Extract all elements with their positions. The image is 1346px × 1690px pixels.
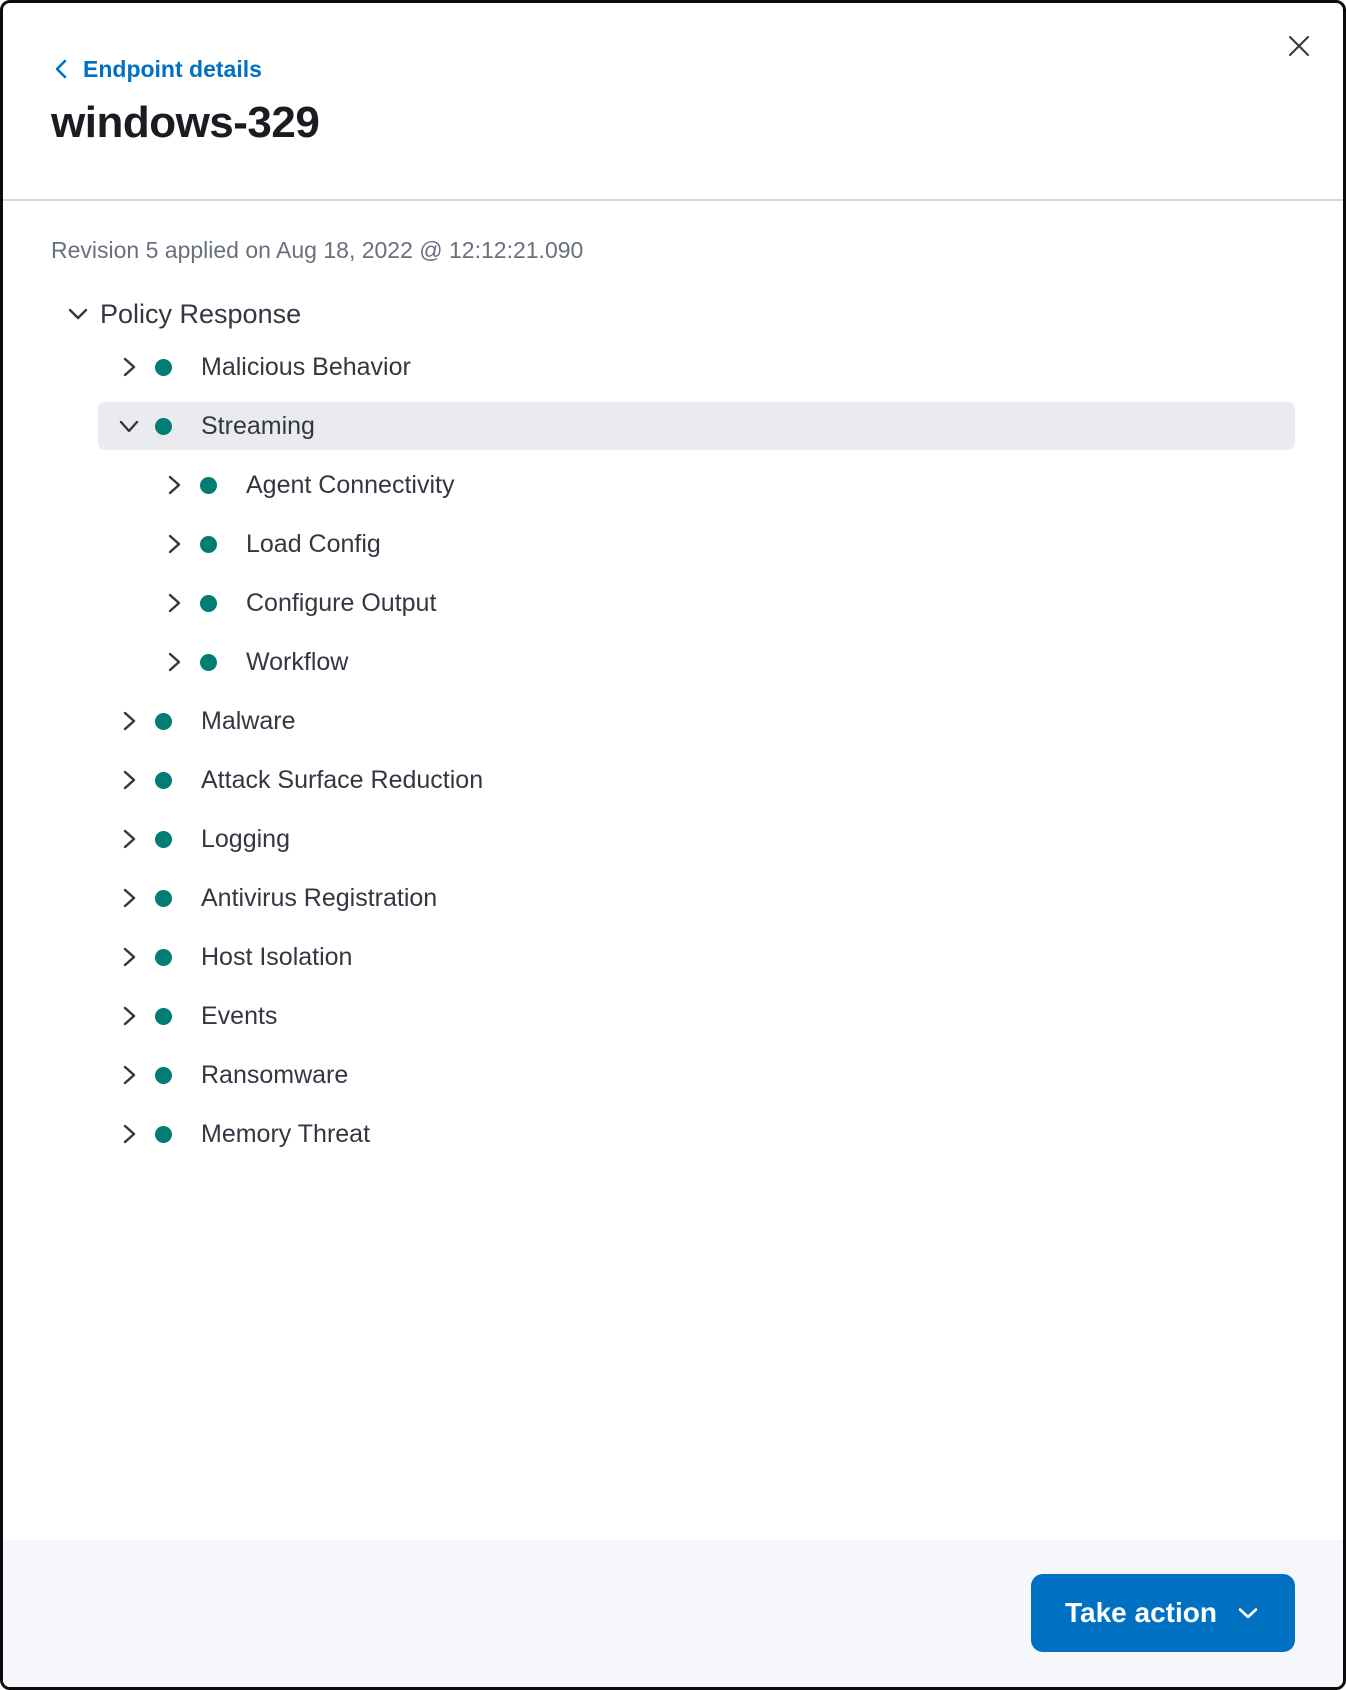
chevron-right-icon[interactable] bbox=[116, 1121, 142, 1147]
tree-row[interactable] bbox=[98, 756, 1295, 804]
tree-row-label: Malware bbox=[201, 707, 296, 735]
chevron-right-icon[interactable] bbox=[116, 826, 142, 852]
chevron-right-icon[interactable] bbox=[116, 944, 142, 970]
chevron-right-icon[interactable] bbox=[116, 708, 142, 734]
tree-row[interactable] bbox=[98, 638, 1295, 686]
chevron-down-icon bbox=[1235, 1600, 1261, 1626]
status-success-dot bbox=[155, 831, 172, 848]
status-success-dot bbox=[155, 1126, 172, 1143]
tree-row-label: Host Isolation bbox=[201, 943, 353, 971]
chevron-down-icon[interactable] bbox=[116, 413, 142, 439]
tree-row-label: Ransomware bbox=[201, 1061, 349, 1089]
status-success-dot bbox=[155, 890, 172, 907]
tree-row[interactable] bbox=[98, 343, 1295, 391]
tree-row-label: Logging bbox=[201, 825, 290, 853]
status-success-dot bbox=[200, 536, 217, 553]
tree-row-label: Antivirus Registration bbox=[201, 884, 438, 912]
back-link-label: Endpoint details bbox=[83, 56, 262, 82]
status-success-dot bbox=[200, 595, 217, 612]
chevron-down-icon bbox=[65, 301, 91, 327]
tree-row-label: Agent Connectivity bbox=[246, 471, 455, 499]
tree-row-label: Events bbox=[201, 1002, 278, 1030]
status-success-dot bbox=[155, 359, 172, 376]
status-success-dot bbox=[200, 654, 217, 671]
take-action-label: Take action bbox=[1065, 1597, 1217, 1628]
tree-row[interactable] bbox=[98, 933, 1295, 981]
back-to-endpoint-details-link[interactable] bbox=[51, 55, 262, 83]
tree-row-label: Load Config bbox=[246, 530, 381, 558]
tree-row-label: Malicious Behavior bbox=[201, 353, 411, 381]
status-success-dot bbox=[155, 1067, 172, 1084]
tree-row[interactable] bbox=[98, 461, 1295, 509]
close-icon bbox=[1286, 33, 1312, 62]
chevron-right-icon[interactable] bbox=[161, 531, 187, 557]
tree-row[interactable] bbox=[98, 1051, 1295, 1099]
status-success-dot bbox=[155, 949, 172, 966]
chevron-right-icon[interactable] bbox=[116, 1062, 142, 1088]
chevron-right-icon[interactable] bbox=[116, 354, 142, 380]
take-action-button[interactable] bbox=[1031, 1574, 1295, 1652]
chevron-right-icon[interactable] bbox=[116, 767, 142, 793]
tree-row[interactable] bbox=[98, 1110, 1295, 1158]
status-success-dot bbox=[155, 772, 172, 789]
status-success-dot bbox=[155, 1008, 172, 1025]
tree-row[interactable] bbox=[98, 697, 1295, 745]
revision-applied-text: Revision 5 applied on Aug 18, 2022 @ 12:12:21.090 bbox=[51, 237, 584, 263]
flyout-body bbox=[3, 201, 1343, 1158]
tree-row[interactable] bbox=[98, 579, 1295, 627]
page-title: windows-329 bbox=[51, 98, 320, 147]
chevron-left-icon bbox=[51, 57, 71, 81]
chevron-right-icon[interactable] bbox=[161, 472, 187, 498]
chevron-right-icon[interactable] bbox=[116, 885, 142, 911]
status-success-dot bbox=[200, 477, 217, 494]
tree-row-label: Workflow bbox=[246, 648, 349, 676]
tree-row-label: Streaming bbox=[201, 412, 315, 440]
flyout-header bbox=[3, 3, 1343, 201]
flyout-footer bbox=[3, 1540, 1343, 1687]
tree-row[interactable] bbox=[98, 992, 1295, 1040]
chevron-right-icon[interactable] bbox=[161, 649, 187, 675]
policy-tree-items bbox=[51, 343, 1295, 1158]
tree-row[interactable] bbox=[98, 520, 1295, 568]
policy-response-root[interactable] bbox=[65, 291, 1295, 337]
chevron-right-icon[interactable] bbox=[116, 1003, 142, 1029]
tree-row-label: Memory Threat bbox=[201, 1120, 371, 1148]
close-button[interactable] bbox=[1277, 25, 1321, 69]
status-success-dot bbox=[155, 713, 172, 730]
tree-row-label: Attack Surface Reduction bbox=[201, 766, 484, 794]
tree-row[interactable] bbox=[98, 874, 1295, 922]
chevron-right-icon[interactable] bbox=[161, 590, 187, 616]
status-success-dot bbox=[155, 418, 172, 435]
tree-row-label: Configure Output bbox=[246, 589, 437, 617]
tree-row[interactable] bbox=[98, 815, 1295, 863]
policy-response-label: Policy Response bbox=[100, 298, 302, 329]
tree-row[interactable] bbox=[98, 402, 1295, 450]
